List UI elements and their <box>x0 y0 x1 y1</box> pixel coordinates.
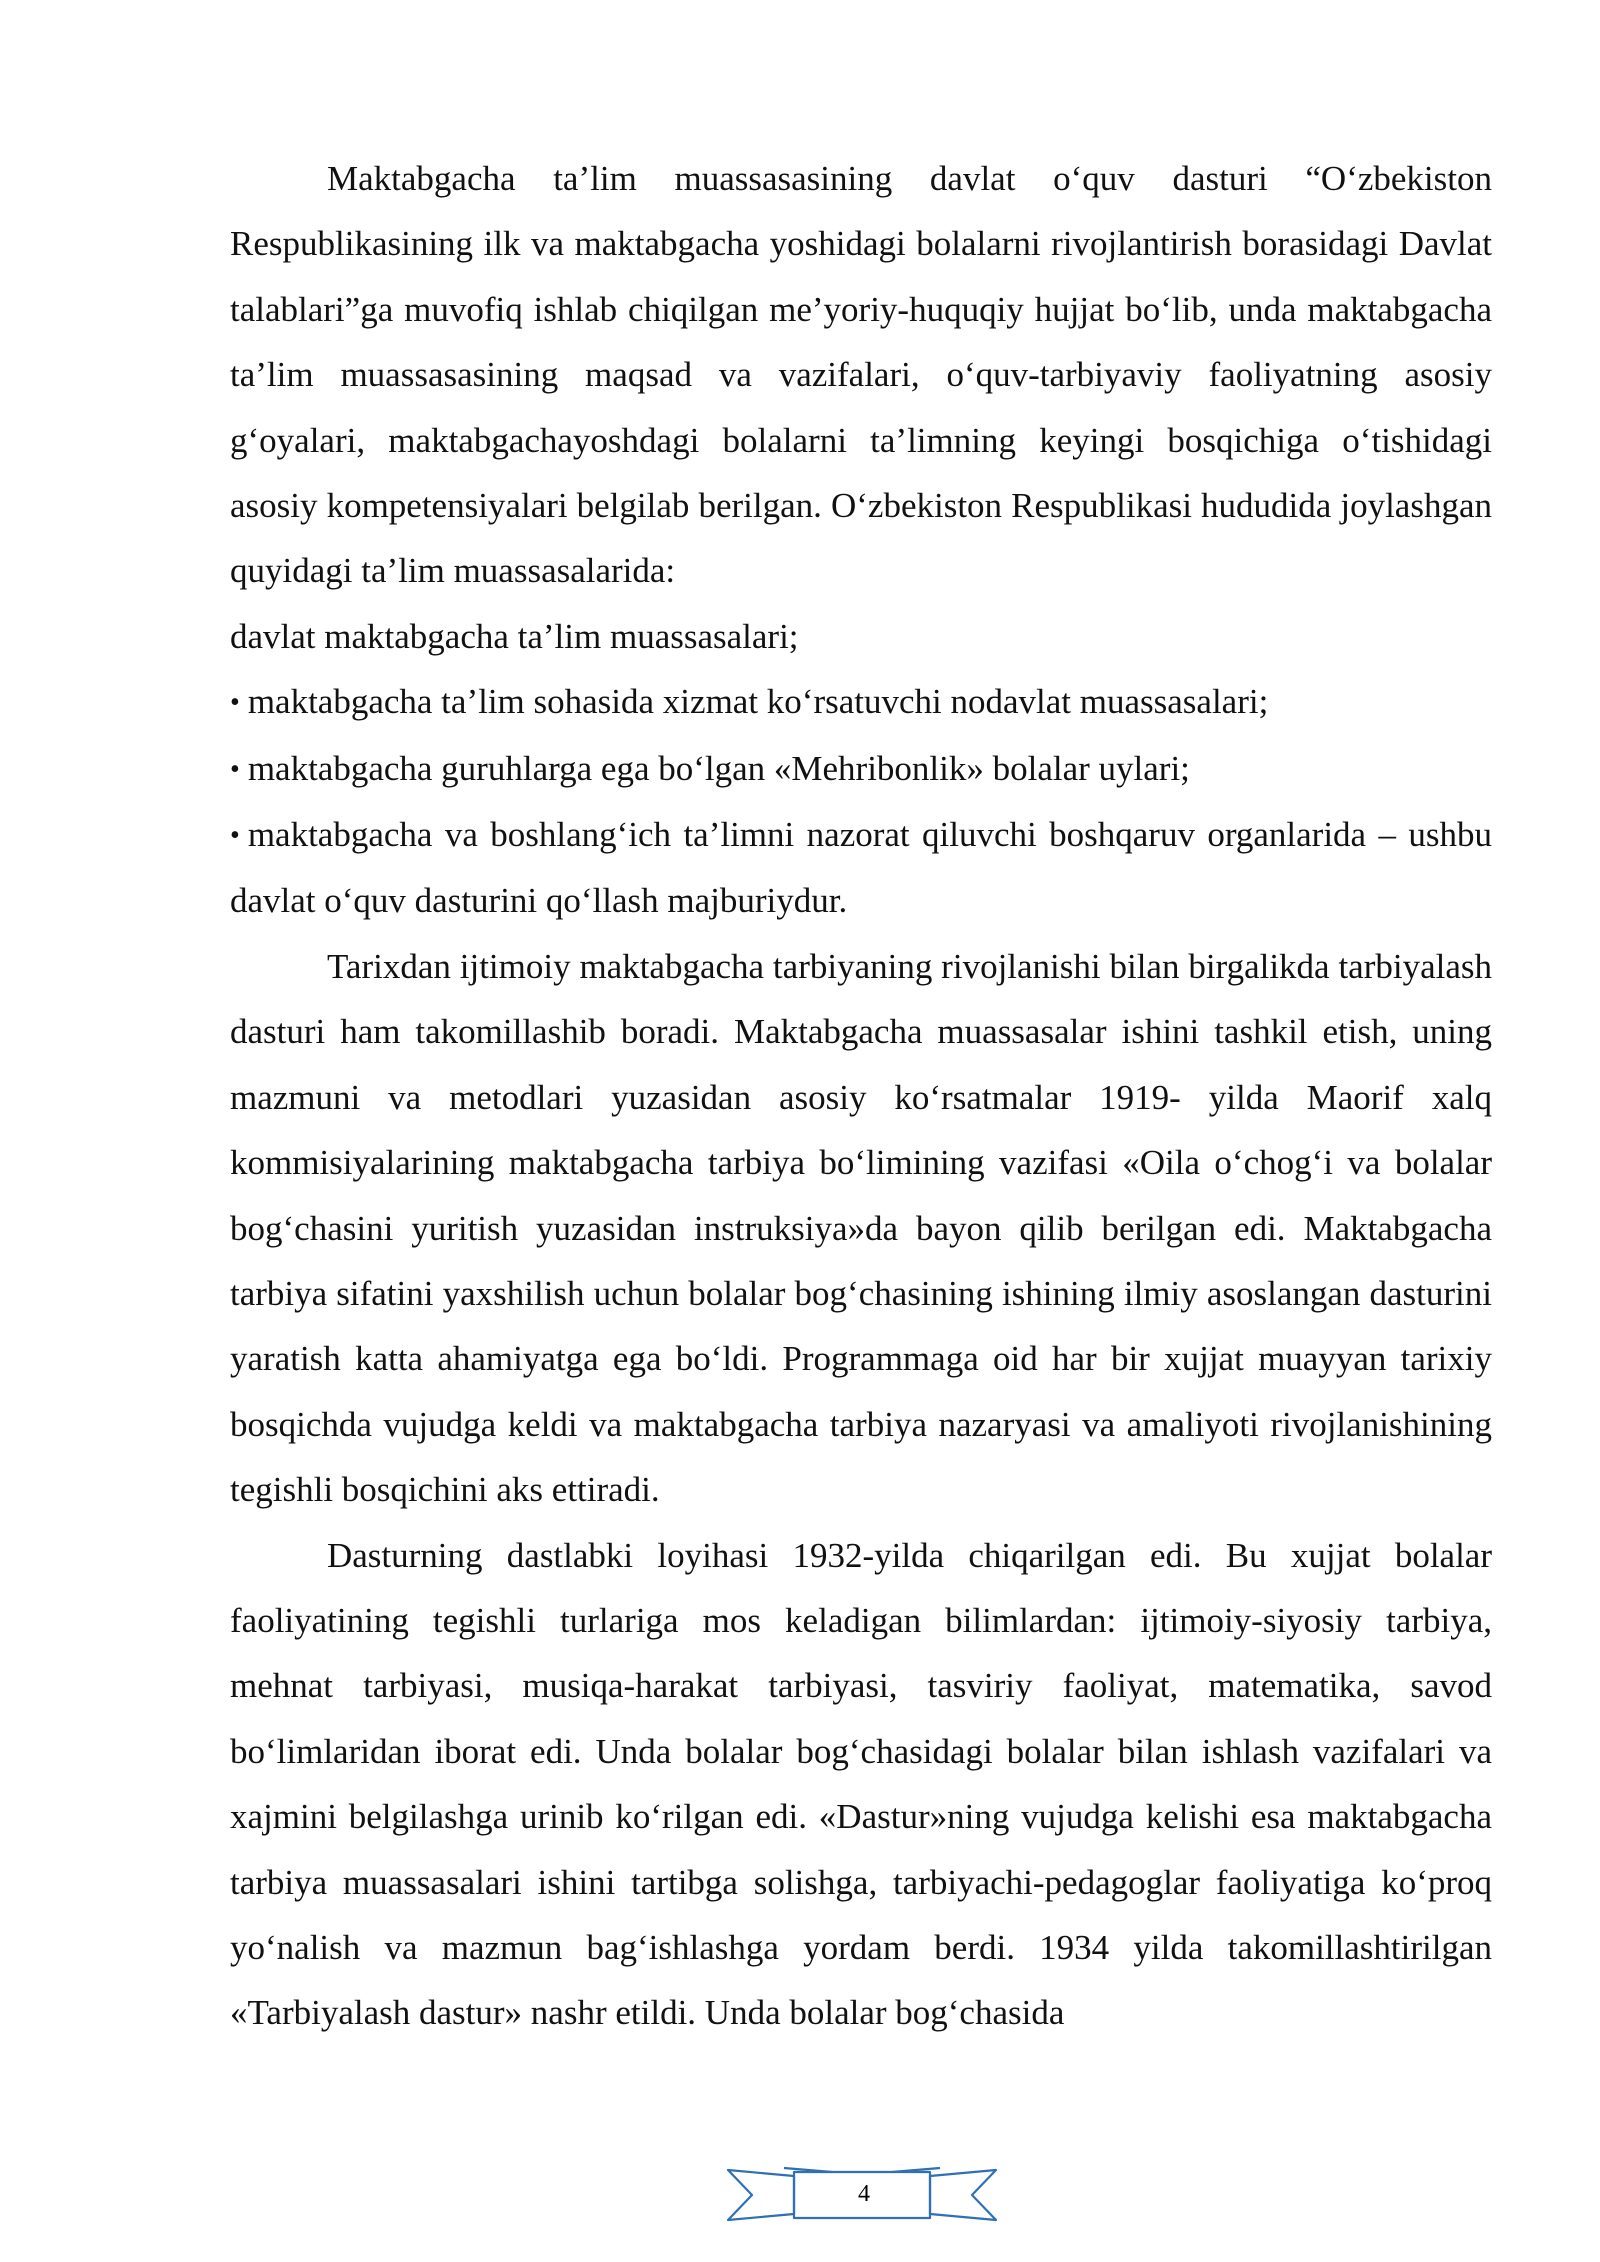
list-item-text: maktabgacha va boshlang‘ich ta’limni nazorat qiluvchi boshqaruv organlarida – ushbu davlat o‘quv dasturini qo‘llash majburiydur. <box>230 815 1492 921</box>
list-item-text: maktabgacha ta’lim sohasida xizmat ko‘rsatuvchi nodavlat muassasalari; <box>247 682 1269 722</box>
bullet-icon: • <box>230 687 240 719</box>
bullet-icon: • <box>230 753 240 785</box>
page-number: 4 <box>858 2181 870 2207</box>
list-item <box>230 802 1492 934</box>
paragraph-1: Maktabgacha ta’lim muassasasining davlat o‘quv dasturi “O‘zbekiston Respublikasining ilk va maktabgacha yoshidagi bolalarni rivojlantirish borasidagi Davlat talablari”ga muvofiq ishlab chiqilgan me’yoriy-huquqiy hujjat bo‘lib, unda maktabgacha ta’lim muassasasining maqsad va vazifalari, o‘quv-tarbiyaviy faoliyatning asosiy g‘oyalari, maktabgachayoshdagi bolalarni ta’limning keyingi bosqichiga o‘tishidagi asosiy kompetensiyalari belgilab berilgan. O‘zbekiston Respublikasi hududida joylashgan quyidagi ta’lim muassasalarida: <box>230 159 1492 591</box>
bullet-icon: • <box>230 820 240 852</box>
paragraph-3: Tarixdan ijtimoiy maktabgacha tarbiyaning rivojlanishi bilan birgalikda tarbiyalash dasturi ham takomillashib boradi. Maktabgacha muassasalar ishini tashkil etish, uning mazmuni va metodlari yuzasidan asosiy ko‘rsatmalar 1919- yilda Maorif xalq kommisiyalarining maktabgacha tarbiya bo‘limining vazifasi «Oila o‘chog‘i va bolalar bog‘chasini yuritish yuzasidan instruksiya»da bayon qilib berilgan edi. Maktabgacha tarbiya sifatini yaxshilish uchun bolalar bog‘chasining ishining ilmiy asoslangan dasturini yaratish katta ahamiyatga ega bo‘ldi. Programmaga oid har bir xujjat muayyan tarixiy bosqichda vujudga keldi va maktabgacha tarbiya nazaryasi va amaliyoti rivojlanishining tegishli bosqichini aks ettiradi. <box>230 946 1492 1510</box>
paragraph-2: davlat maktabgacha ta’lim muassasalari; <box>230 616 799 656</box>
list-item-text: maktabgacha guruhlarga ega bo‘lgan «Mehribonlik» bolalar uylari; <box>247 748 1190 788</box>
page-footer <box>724 2158 1000 2232</box>
list-item <box>230 736 1492 802</box>
paragraph-4: Dasturning dastlabki loyihasi 1932-yilda chiqarilgan edi. Bu xujjat bolalar faoliyatining tegishli turlariga mos keladigan bilimlardan: ijtimoiy-siyosiy tarbiya, mehnat tarbiyasi, musiqa-harakat tarbiyasi, tasviriy faoliyat, matematika, savod bo‘limlaridan iborat edi. Unda bolalar bog‘chasidagi bolalar bilan ishlash vazifalari va xajmini belgilashga urinib ko‘rilgan edi. «Dastur»ning vujudga kelishi esa maktabgacha tarbiya muassasalari ishini tartibga solishga, tarbiyachi-pedagoglar faoliyatiga ko‘proq yo‘nalish va mazmun bag‘ishlashga yordam berdi. 1934 yilda takomillashtirilgan «Tarbiyalash dastur» nashr etildi. Unda bolalar bog‘chasida <box>230 1535 1492 2033</box>
list-item <box>230 669 1492 735</box>
page-body <box>230 146 1492 2046</box>
